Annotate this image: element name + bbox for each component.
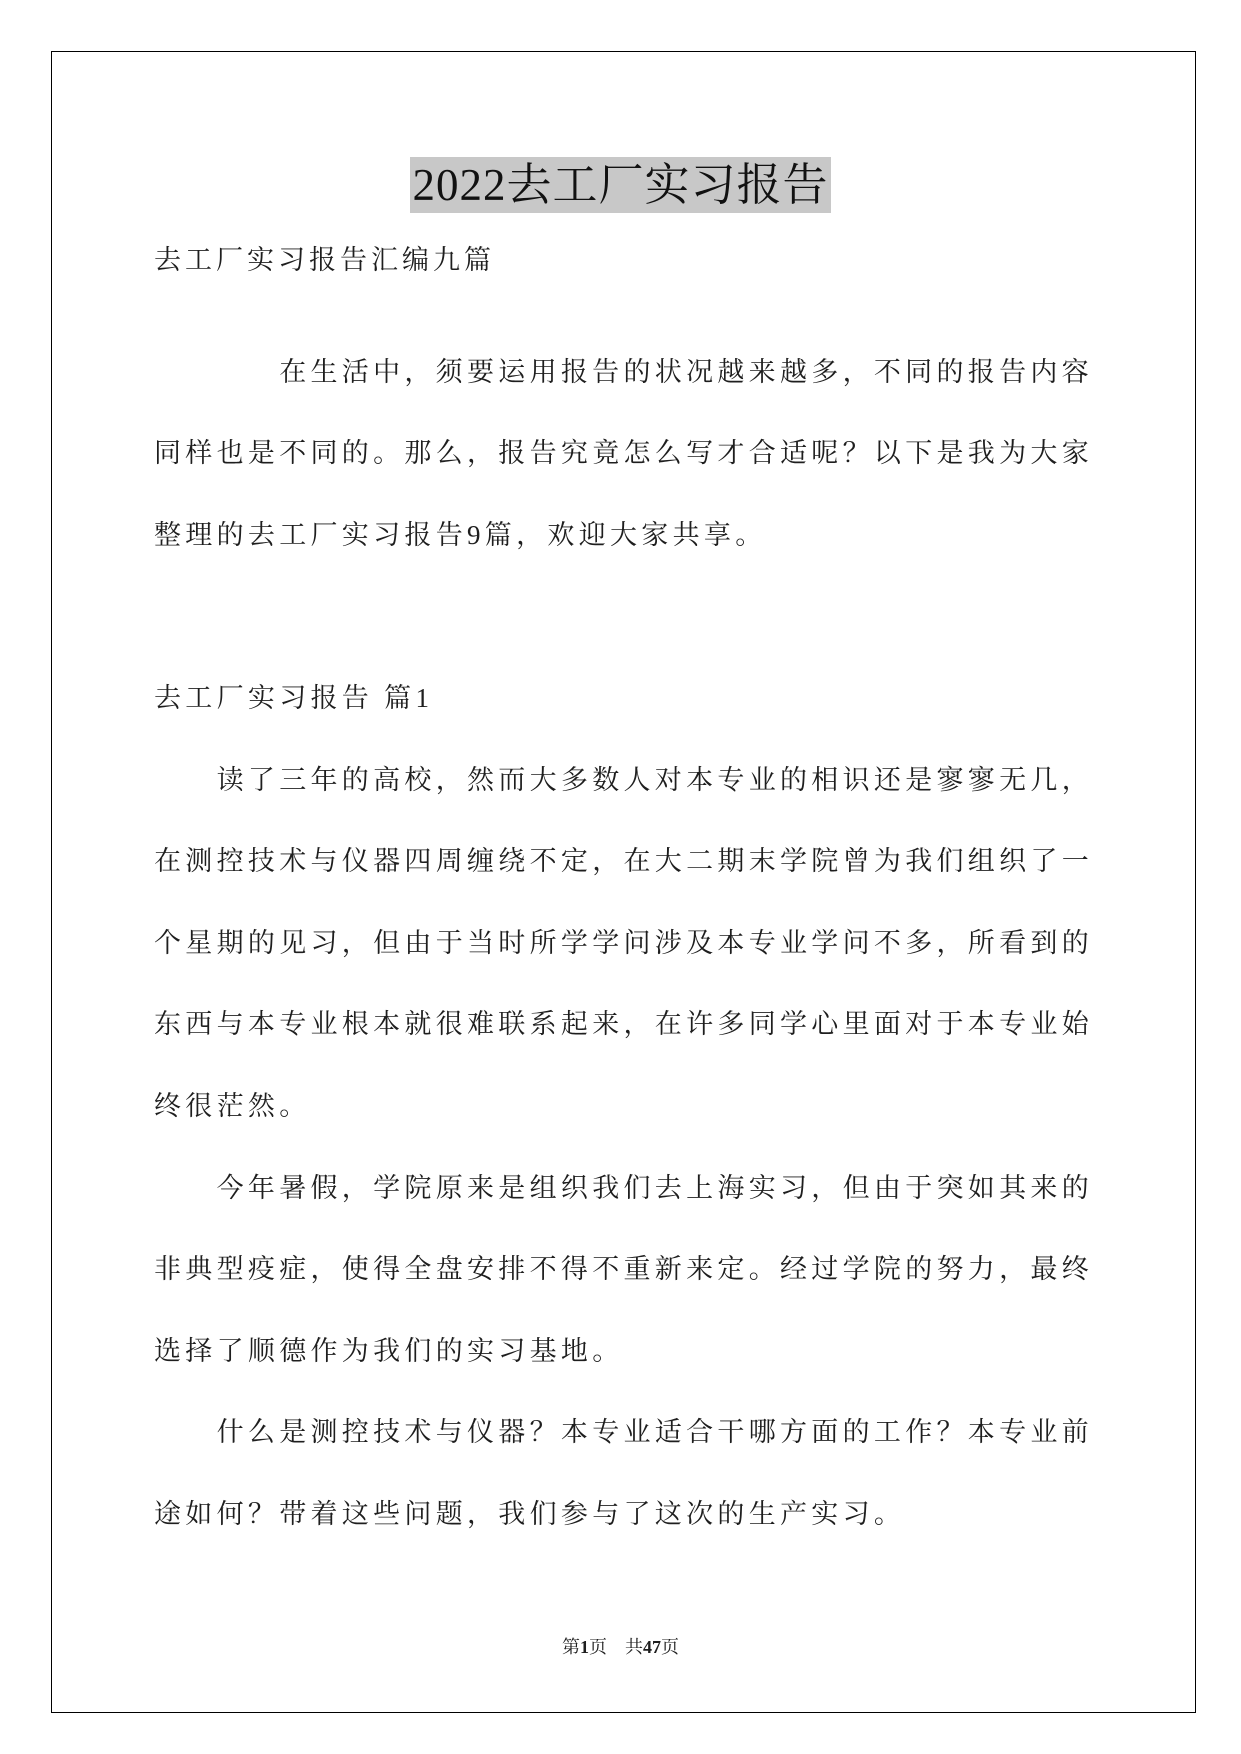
paragraph-line: 个星期的见习，但由于当时所学学问涉及本专业学问不多，所看到的: [154, 927, 1093, 958]
page-number: 1: [580, 1637, 589, 1657]
page-prefix: 第: [562, 1637, 580, 1657]
paragraph-line: 东西与本专业根本就很难联系起来，在许多同学心里面对于本专业始: [154, 1009, 1093, 1040]
page-suffix: 页: [589, 1637, 607, 1657]
section: [154, 658, 1104, 1556]
intro-paragraph: [154, 332, 1104, 577]
document-subtitle: 去工厂实习报告汇编九篇: [154, 245, 495, 275]
paragraph-line: 在测控技术与仪器四周缠绕不定，在大二期末学院曾为我们组织了一: [154, 846, 1093, 877]
document-body: [154, 332, 1104, 1556]
total-pages-indicator: [625, 1637, 679, 1657]
total-pages: 47: [643, 1637, 661, 1657]
paragraph-line: 在生活中，须要运用报告的状况越来越多，不同的报告内容: [279, 356, 1093, 387]
total-prefix: 共: [625, 1637, 643, 1657]
title-container: [0, 157, 1241, 213]
paragraph-line: 读了三年的高校，然而大多数人对本专业的相识还是寥寥无几，: [216, 764, 1093, 795]
paragraph-line: 同样也是不同的。那么，报告究竟怎么写才合适呢？以下是我为大家: [154, 438, 1093, 469]
body-paragraph: [154, 740, 1104, 1148]
paragraph-line: 终很茫然。: [154, 1090, 311, 1121]
body-paragraph: [154, 1148, 1104, 1393]
page-footer: [0, 1635, 1241, 1659]
body-paragraph: [154, 1392, 1104, 1555]
paragraph-line: 非典型疫症，使得全盘安排不得不重新来定。经过学院的努力，最终: [154, 1254, 1093, 1285]
paragraph-line: 什么是测控技术与仪器？本专业适合干哪方面的工作？本专业前: [216, 1417, 1093, 1448]
paragraph-line: 整理的去工厂实习报告9篇，欢迎大家共享。: [154, 519, 767, 550]
page-indicator: [562, 1637, 607, 1657]
total-suffix: 页: [661, 1637, 679, 1657]
document-title: 2022去工厂实习报告: [410, 157, 830, 213]
paragraph-line: 选择了顺德作为我们的实习基地。: [154, 1335, 624, 1366]
section-heading: 去工厂实习报告 篇1: [154, 682, 434, 713]
paragraph-line: 今年暑假，学院原来是组织我们去上海实习，但由于突如其来的: [216, 1172, 1093, 1203]
paragraph-line: 途如何？带着这些问题，我们参与了这次的生产实习。: [154, 1498, 906, 1529]
